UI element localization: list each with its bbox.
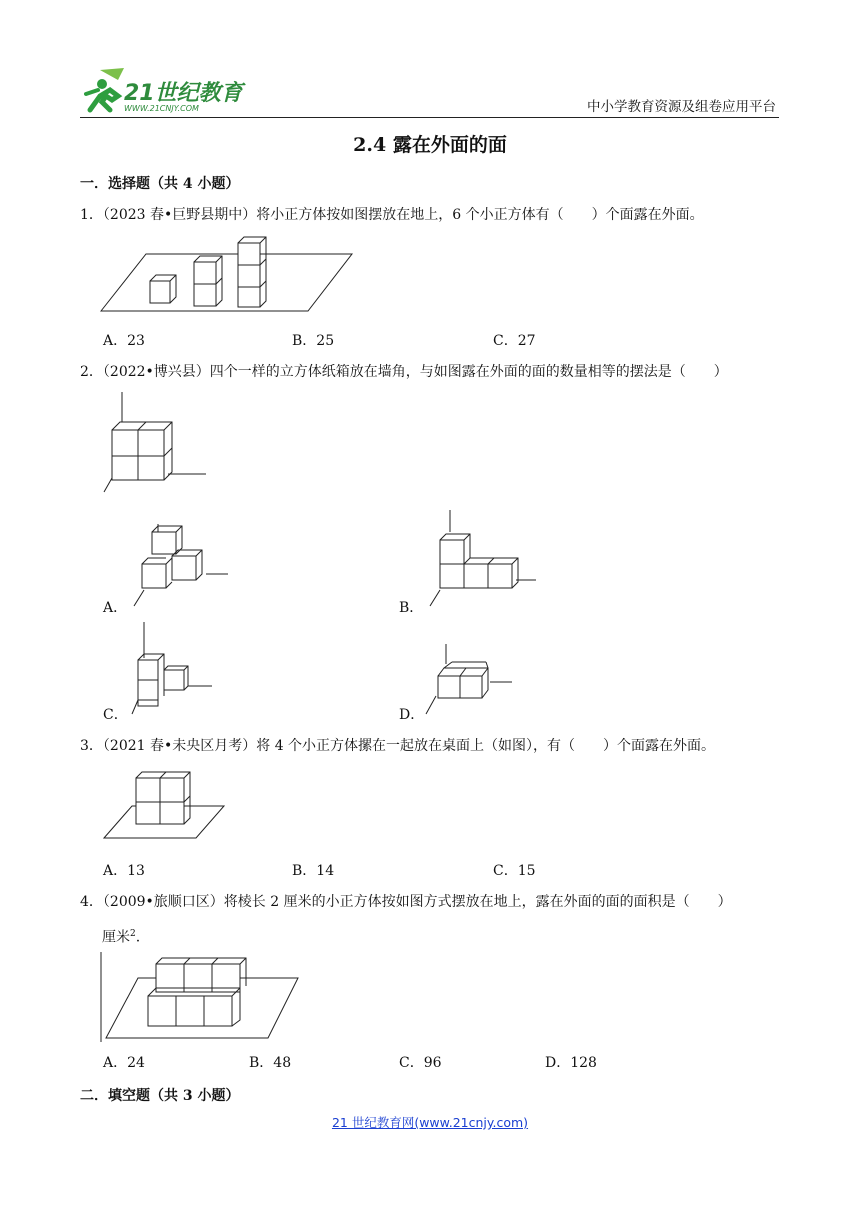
question-3-option-a[interactable]: A．13 [103,863,145,879]
question-4-figure [98,950,302,1046]
question-3-text: 3．（2021 春•未央区月考）将 4 个小正方体摞在一起放在桌面上（如图），有（ ）个面露在外面。 [80,738,716,754]
question-2-option-c-figure[interactable] [130,620,214,716]
question-2-option-b[interactable]: B． [399,600,424,616]
question-4-text-continued: 厘米$^2$. [102,929,141,946]
question-2-option-d-figure[interactable] [424,642,514,716]
page-title: 2.4 露在外面的面 [353,134,507,156]
question-4-text: 4．（2009•旅顺口区）将棱长 2 厘米的小正方体按如图方式摆放在地上，露在外面的面的面积是（ ） [80,894,732,910]
question-2-option-b-figure[interactable] [428,508,538,608]
question-2-option-c[interactable]: C． [103,707,128,723]
question-2-figure [102,390,210,494]
section-heading-choice: 一．选择题（共 4 小题） [80,176,240,192]
question-2-text: 2．（2022•博兴县）四个一样的立方体纸箱放在墙角，与如图露在外面的面的数量相等的摆法是（ ） [80,364,728,380]
question-3-option-b[interactable]: B．14 [292,863,335,879]
header-divider [80,117,779,118]
question-1-figure [100,236,355,314]
logo-text: 21世纪教育 [124,81,243,106]
question-1-option-b[interactable]: B．25 [292,333,335,349]
footer-link[interactable]: 21 世纪教育网(www.21cnjy.com) [331,1115,529,1130]
question-1-option-a[interactable]: A．23 [103,333,145,349]
question-3-figure [102,768,226,842]
question-4-option-b[interactable]: B．48 [249,1055,292,1071]
logo-url: WWW.21CNJY.COM [124,104,199,113]
logo [80,66,250,118]
question-1-text: 1．（2023 春•巨野县期中）将小正方体按如图摆放在地上，6 个小正方体有（ ）个面露在外面。 [80,207,704,223]
question-2-option-a-figure[interactable] [132,522,230,608]
question-4-option-d[interactable]: D．128 [545,1055,597,1071]
platform-name: 中小学教育资源及组卷应用平台 [587,99,776,115]
question-4-option-a[interactable]: A．24 [103,1055,145,1071]
question-3-option-c[interactable]: C．15 [493,863,536,879]
question-2-option-a[interactable]: A． [103,600,128,616]
question-2-option-d[interactable]: D． [399,707,425,723]
section-heading-fill: 二．填空题（共 3 小题） [80,1088,240,1104]
question-4-option-c[interactable]: C．96 [399,1055,442,1071]
question-1-option-c[interactable]: C．27 [493,333,536,349]
